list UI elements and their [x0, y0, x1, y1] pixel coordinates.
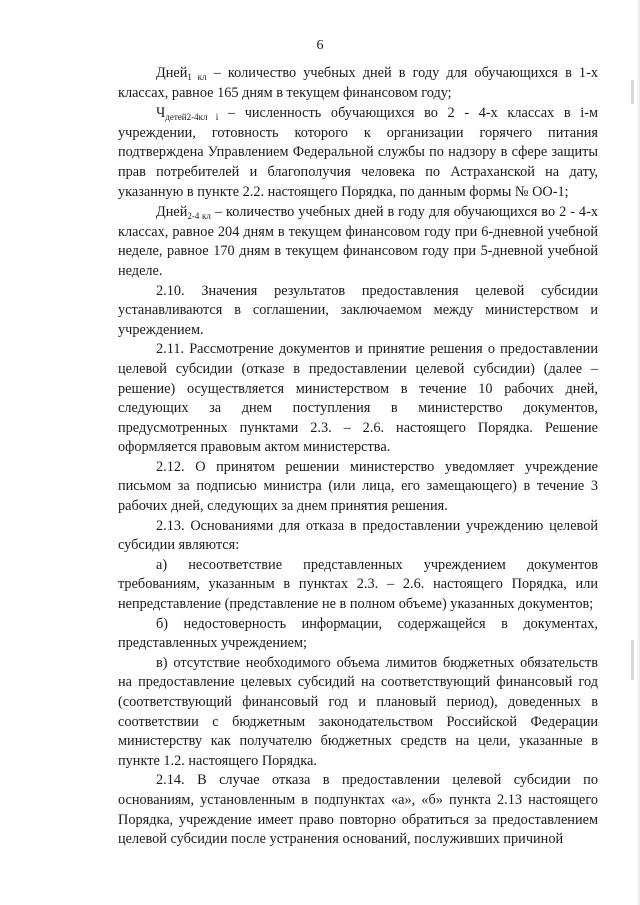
clause-2-10: 2.10. Значения результатов предоставления целевой субсидии устанавливаются в соглашении, заключаемом между министерством и учреждением.: [118, 282, 598, 338]
clause-2-11: 2.11. Рассмотрение документов и принятие решения о предоставлении целевой субсидии (отказе в предоставлении целевой субсидии) (далее – решение) осуществляется министерством в течение 10 рабочих дней, следующих за днем поступления в министерство документов, предусмотренных пунктами 2.3. – 2.6. настоящего Порядка. Решение оформляется правовым актом министерства.: [118, 341, 598, 456]
document-body: [118, 64, 598, 850]
definition-text: – количество учебных дней в году для обучающихся во 2 - 4-х классах, равное 204 дням в текущем финансовом году при 6-дневной учебной неделе, равное 170 дням в текущем финансовом году при 5-дневной учебной неделе.: [118, 204, 598, 279]
definition-subscript: 1 кл: [187, 72, 207, 82]
clause-2-13-a: а) несоответствие представленных учреждением документов требованиям, указанным в пунктах 2.3. – 2.6. настоящего Порядка, или непредставление (представление не в полном объеме) указанных документов;: [118, 556, 598, 613]
scan-edge-mark: [631, 640, 634, 680]
page-number: 6: [316, 38, 324, 53]
clause-2-13-b: б) недостоверность информации, содержащейся в документах, представленных учреждением;: [118, 615, 598, 652]
definition-text: – численность обучающихся во 2 - 4-х классах в i-м учреждении, готовность которого к организации горячего питания подтверждена Управлением Федеральной службы по надзору в сфере защиты прав потребителей и благополучия человека по Астраханской на дату, указанную в пункте 2.2. настоящего Порядка, по данным формы № ОО-1;: [118, 105, 599, 200]
definition-subscript: детей2-4кл i: [165, 112, 219, 123]
clause-2-12: 2.12. О принятом решении министерство уведомляет учреждение письмом за подписью министра (или лица, его замещающего) в течение 3 рабочих дней, следующих за днем принятия решения.: [118, 458, 598, 515]
definition-days-grades2-4: [118, 203, 598, 281]
clause-2-13: 2.13. Основаниями для отказа в предоставлении учреждению целевой субсидии являются:: [118, 517, 598, 554]
definition-symbol: Ч: [156, 105, 166, 122]
definition-symbol: Дней: [156, 65, 188, 81]
definition-pupils-grades2-4: [118, 104, 598, 202]
definition-days-grade1: [118, 64, 598, 103]
definition-symbol: Дней: [156, 204, 188, 221]
clause-2-13-v: в) отсутствие необходимого объема лимитов бюджетных обязательств на предоставление целевых субсидий на соответствующий финансовый год (соответствующий финансовый год и плановый период), доведенных в соответствии с бюджетным законодательством Российской Федерации министерству как получателю бюджетных средств на цели, указанные в пункте 1.2. настоящего Порядка.: [118, 654, 598, 769]
definition-subscript: 2-4 кл: [187, 211, 211, 222]
scan-edge-mark: [631, 80, 634, 104]
definition-text: – количество учебных дней в году для обучающихся в 1-х классах, равное 165 дням в текущем финансовом году;: [118, 65, 598, 101]
scan-edge-shadow: [636, 0, 640, 905]
clause-2-14: 2.14. В случае отказа в предоставлении целевой субсидии по основаниям, установленным в подпунктах «а», «б» пункта 2.13 настоящего Порядка, учреждение имеет право повторно обратиться за предоставлением целевой субсидии после устранения оснований, послуживших причиной: [118, 772, 598, 848]
